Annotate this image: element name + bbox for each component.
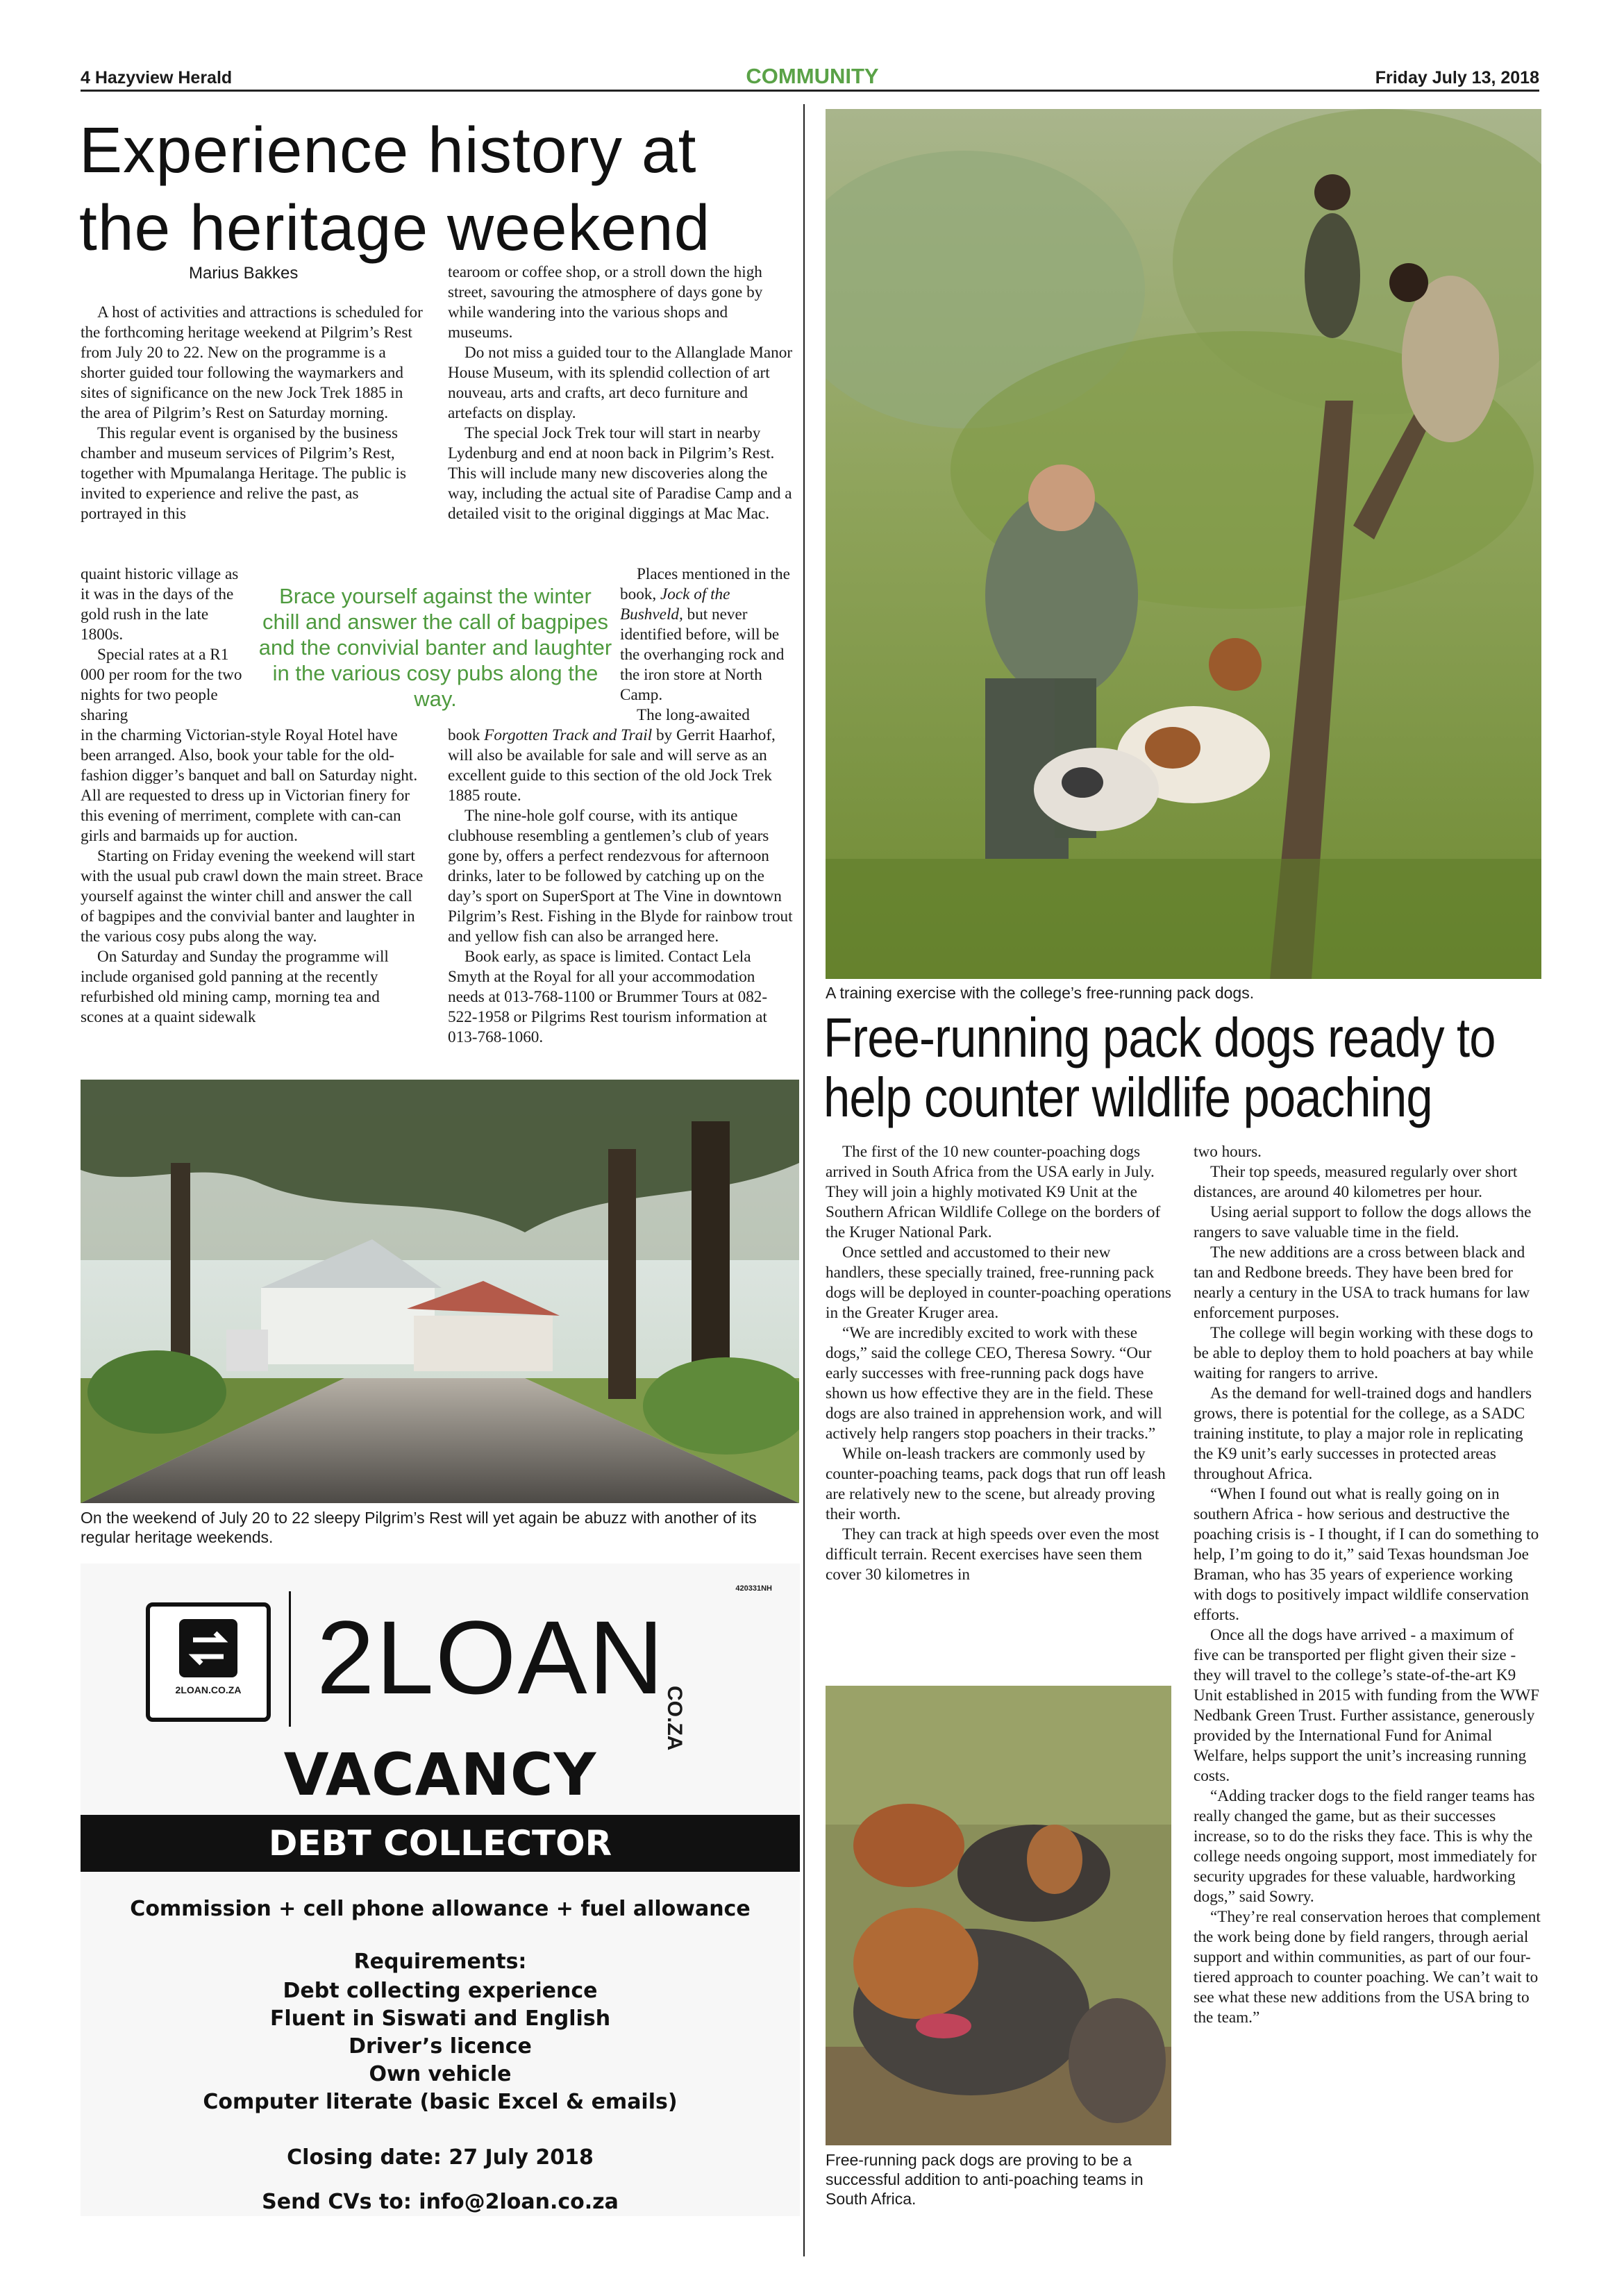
ad-brand-suffix: CO.ZA bbox=[663, 1686, 686, 1751]
column-rule bbox=[803, 104, 805, 2256]
paragraph: Starting on Friday evening the weekend will start with the usual pub crawl down the main street. Brace yourself against the winter chill and answer the call of bagpipes and the convivial banter and laughter in the various cosy pubs along the way. bbox=[81, 847, 424, 946]
pull-quote: Brace yourself against the winter chill and answer the call of bagpipes and the convivial banter and laughter in the various cosy pubs along the way. bbox=[258, 584, 612, 711]
section-title: COMMUNITY bbox=[746, 64, 879, 88]
book-title: Jock of the Bushveld, bbox=[620, 585, 730, 623]
ad-vacancy-title: VACANCY bbox=[283, 1741, 597, 1809]
paragraph: tearoom or coffee shop, or a stroll down the high street, savouring the atmosphere of days gone by while wandering into the various shops and museums. bbox=[448, 263, 763, 342]
ad-requirement: Own vehicle bbox=[369, 2062, 512, 2086]
pack-dogs-photo bbox=[826, 1686, 1171, 2145]
street-photo bbox=[81, 1080, 799, 1503]
ad-requirement: Computer literate (basic Excel & emails) bbox=[203, 2090, 678, 2114]
text-run: Places mentioned in the book, bbox=[620, 565, 790, 603]
paragraph: The special Jock Trek tour will start in nearby Lydenburg and end at noon back in Pilgrim’s Rest. This will include many new discoveries along the way, including the actual site of Paradise Camp and a detailed visit to the original diggings at Mac Mac. bbox=[448, 424, 792, 523]
article1-column-1-wrap bbox=[81, 564, 251, 726]
paragraph: They can track at high speeds over even the most difficult terrain. Recent exercises have seen them cover 30 kilometres in bbox=[826, 1525, 1160, 1584]
logo-divider bbox=[289, 1591, 291, 1727]
paragraph: Once settled and accustomed to their new handlers, these specially trained, free-running pack dogs will be deployed in counter-poaching operations in the Greater Kruger area. bbox=[826, 1243, 1171, 1322]
byline: Marius Bakkes bbox=[189, 264, 299, 283]
training-photo-caption: A training exercise with the college’s free-running pack dogs. bbox=[826, 984, 1255, 1002]
article1-column-1-bottom bbox=[81, 726, 424, 1028]
ad-requirement: Driver’s licence bbox=[349, 2034, 532, 2059]
article2-column-1 bbox=[826, 1142, 1171, 1585]
header-rule bbox=[81, 90, 1539, 92]
street-photo-caption: On the weekend of July 20 to 22 sleepy Pilgrim’s Rest will yet again be abuzz with another of its regular heritage weekends. bbox=[81, 1509, 757, 1546]
paragraph: Using aerial support to follow the dogs allows the rangers to save valuable time in the field. bbox=[1194, 1203, 1532, 1241]
paragraph: The new additions are a cross between black and tan and Redbone breeds. They have been bred for nearly a century in the USA to track humans for law enforcement purposes. bbox=[1194, 1243, 1530, 1322]
exchange-icon bbox=[179, 1619, 237, 1677]
paragraph: The nine-hole golf course, with its antique clubhouse resembling a gentlemen’s club of years gone by, offers a perfect rendezvous for afternoon drinks, later to be followed by catching up on the day’s sport on SuperSport at The Vine in downtown Pilgrim’s Rest. Fishing in the Blyde for rainbow trout and yellow fish can also be arranged here. bbox=[448, 807, 793, 946]
paragraph: Special rates at a R1 000 per room for the two nights for two people sharing bbox=[81, 646, 242, 724]
article-headline: Free-running pack dogs ready to help counter wildlife poaching bbox=[823, 1007, 1496, 1128]
book-title: Forgotten Track and Trail bbox=[484, 726, 653, 744]
street-photo-illustration bbox=[81, 1080, 799, 1503]
ad-requirements-title: Requirements: bbox=[353, 1950, 527, 1974]
paragraph: quaint historic village as it was in the days of the gold rush in the late 1800s. bbox=[81, 565, 239, 644]
training-exercise-photo bbox=[826, 109, 1541, 979]
paragraph: On Saturday and Sunday the programme will include organised gold panning at the recently refurbished old mining camp, morning tea and scones at a quaint sidewalk bbox=[81, 948, 389, 1026]
text-run: by Gerrit Haarhof, will also be available for sale and will serve as an excellent guide to this section of the old Jock Trek 1885 route. bbox=[448, 726, 776, 805]
pack-dogs-caption: Free-running pack dogs are proving to be a successful addition to anti-poaching teams in South Africa. bbox=[826, 2151, 1144, 2208]
article1-column-1 bbox=[81, 303, 424, 524]
ad-benefits: Commission + cell phone allowance + fuel allowance bbox=[130, 1897, 751, 1921]
article1-column-2-wrap bbox=[620, 564, 795, 726]
ad-brand: 2LOAN bbox=[317, 1599, 665, 1716]
text-run: book bbox=[448, 726, 485, 744]
article1-column-2 bbox=[448, 262, 795, 524]
page-number-paper: 4 Hazyview Herald bbox=[81, 68, 233, 87]
paragraph: The first of the 10 new counter-poaching dogs arrived in South Africa from the USA early in July. They will join a highly motivated K9 Unit at the Southern African Wildlife College on the borders of the Kruger National Park. bbox=[826, 1143, 1161, 1241]
paragraph: Book early, as space is limited. Contact Lela Smyth at the Royal for all your accommodation needs at 013-768-1100 or Brummer Tours at 082-522-1958 or Pilgrims Rest tourism information at 013-768-1060. bbox=[448, 948, 768, 1046]
paragraph: “They’re real conservation heroes that complement the work being done by field rangers, through aerial support and within communities, as part of our four-tiered approach to counter poaching. We can’t wait to see what these new additions from the USA bring to the team.” bbox=[1194, 1908, 1541, 2027]
paragraph: This regular event is organised by the business chamber and museum services of Pilgrim’s Rest, together with Mpumalanga Heritage. The public is invited to experience and relive the past, as portrayed in this bbox=[81, 424, 406, 523]
issue-date: Friday July 13, 2018 bbox=[1375, 68, 1539, 87]
paragraph: “When I found out what is really going on in southern Africa - how serious and destructive the poaching crisis is - I thought, if I can do something to help, I’m going to do it,” said Texas houndsman Joe Braman, who has 35 years of experience working with dogs to positively impact wildlife conservation efforts. bbox=[1194, 1485, 1539, 1624]
paragraph: The long-awaited bbox=[637, 706, 750, 724]
ad-closing-date: Closing date: 27 July 2018 bbox=[287, 2145, 594, 2170]
paragraph: A host of activities and attractions is scheduled for the forthcoming heritage weekend at Pilgrim’s Rest from July 20 to 22. New on the programme is a shorter guided tour following the waymarkers and sites of significance on the new Jock Trek 1885 in the area of Pilgrim’s Rest on Saturday morning. bbox=[81, 303, 423, 422]
paragraph: Do not miss a guided tour to the Allanglade Manor House Museum, with its splendid collection of art nouveau, arts and crafts, art deco furniture and artefacts on display. bbox=[448, 344, 793, 422]
ad-requirement: Debt collecting experience bbox=[283, 1979, 598, 2003]
ad-logo-small-text: 2LOAN.CO.ZA bbox=[175, 1684, 242, 1695]
ad-reference: 420331NH bbox=[735, 1584, 772, 1593]
paragraph: two hours. bbox=[1194, 1143, 1262, 1161]
paragraph: “Adding tracker dogs to the field ranger teams has really changed the game, but as their successes increase, so to do the risks they face. This is why the college needs ongoing support, most immediately for security upgrades for these valuable, hardworking dogs,” said Sowry. bbox=[1194, 1787, 1537, 1906]
training-exercise-illustration bbox=[826, 109, 1541, 979]
paragraph: The college will begin working with these dogs to be able to deploy them to hold poachers at bay while waiting for rangers to arrive. bbox=[1194, 1324, 1534, 1382]
ad-contact-email: Send CVs to: info@2loan.co.za bbox=[262, 2190, 619, 2214]
article-headline: Experience history at the heritage weekend bbox=[79, 114, 711, 264]
paragraph: “We are incredibly excited to work with these dogs,” said the college CEO, Theresa Sowry. “Our early successes with free-running pack dogs have shown us how effective they are in the field. These dogs are also trained in apprehension work, and will actively help rangers stop poachers in their tracks.” bbox=[826, 1324, 1162, 1443]
paragraph: Once all the dogs have arrived - a maximum of five can be transported per flight given their size - they will travel to the college’s state-of-the-art K9 Unit established in 2015 with funding from the WWF Nedbank Green Trust. Further assistance, generously provided by the International Fund for Animal Welfare, helps support the unit’s increasing running costs. bbox=[1194, 1626, 1540, 1785]
pack-dogs-illustration bbox=[826, 1686, 1171, 2145]
text-run: but never identified before, will be the overhanging rock and the iron store at North Camp. bbox=[620, 605, 785, 704]
paragraph: While on-leash trackers are commonly used by counter-poaching teams, pack dogs that run off leash are relatively new to the scene, but already proving their worth. bbox=[826, 1445, 1166, 1523]
paragraph: Their top speeds, measured regularly over short distances, are around 40 kilometres per hour. bbox=[1194, 1163, 1518, 1201]
ad-logo-box bbox=[146, 1602, 271, 1722]
paragraph: in the charming Victorian-style Royal Hotel have been arranged. Also, book your table for the old-fashion digger’s banquet and ball on Saturday night. All are requested to dress up in Victorian finery for this evening of merriment, complete with can-can girls and barmaids up for auction. bbox=[81, 726, 418, 845]
article1-column-2-bottom bbox=[448, 726, 795, 1048]
vacancy-advertisement bbox=[81, 1564, 800, 2216]
article2-column-2 bbox=[1194, 1142, 1541, 2028]
ad-position: DEBT COLLECTOR bbox=[268, 1823, 612, 1863]
ad-requirement: Fluent in Siswati and English bbox=[269, 2006, 611, 2031]
paragraph: As the demand for well-trained dogs and handlers grows, there is potential for the college, as a SADC training institute, to play a major role in replicating the K9 unit’s early successes in protected areas throughout Africa. bbox=[1194, 1384, 1532, 1483]
